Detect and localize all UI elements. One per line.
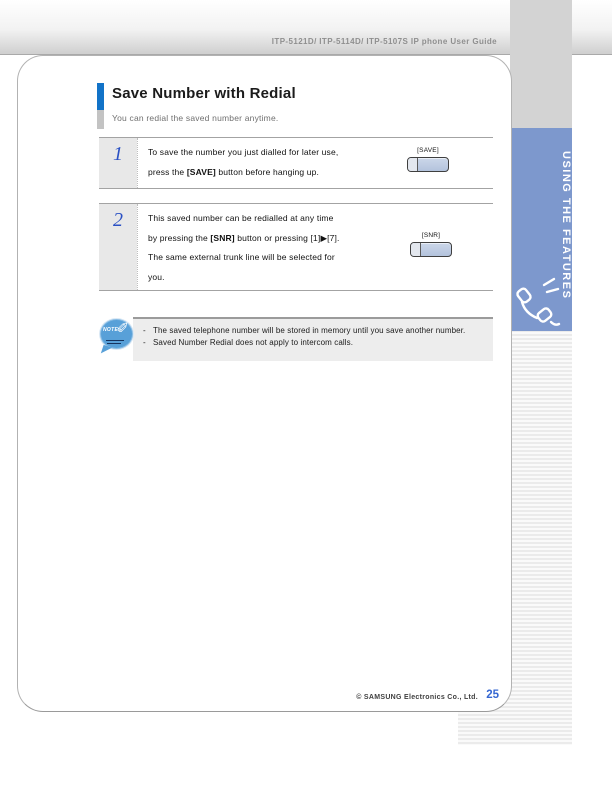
phone-handset-icon: [513, 276, 563, 335]
step-text-line: by pressing the [SNR] button or pressing [1]▶[7].: [148, 232, 340, 243]
note-text: Saved Number Redial does not apply to intercom calls.: [153, 337, 354, 347]
key-label: [SNR]: [421, 232, 441, 239]
step-text-line: you.: [148, 271, 165, 282]
note-text: The saved telephone number will be stored in memory until you save another number.: [153, 326, 466, 335]
note-bullet: -: [143, 337, 146, 347]
title-accent-bar: [97, 83, 104, 110]
step-number: 2: [99, 204, 137, 290]
page-number: 25: [486, 689, 499, 701]
step-text-line: To save the number you just dialled for later use,: [148, 147, 339, 157]
step-text-line: This saved number can be redialled at any time: [148, 213, 334, 223]
phone-key-icon: [410, 242, 452, 257]
sidebar-tab-label: USING THE FEATURES: [560, 150, 572, 300]
key-label: [SAVE]: [417, 147, 439, 154]
page-title: Save Number with Redial: [112, 85, 296, 102]
note-bubble-tail: [101, 345, 112, 356]
note-box: [133, 317, 493, 361]
step-text-line: The same external trunk line will be selected for: [148, 252, 335, 262]
snr-key: [408, 232, 454, 257]
step-number: 1: [99, 138, 137, 188]
note-underline: [107, 343, 121, 344]
gray-column: [510, 0, 572, 130]
note-underline: [106, 340, 124, 341]
sidebar-tab-using-the-features: [510, 128, 572, 331]
note-item: [142, 337, 477, 349]
subtitle-accent-bar: [97, 110, 104, 129]
note-icon: [100, 319, 132, 349]
pencil-icon: ✎: [115, 320, 133, 334]
guide-title: ITP-5121D/ ITP-5114D/ ITP-5107S IP phone User Guide: [271, 37, 497, 46]
note-label: NOTE: [103, 327, 119, 333]
step-text-line: press the [SAVE] button before hanging up.: [148, 166, 320, 177]
note-bullet: -: [143, 326, 146, 335]
footer-copyright: © SAMSUNG Electronics Co., Ltd.: [356, 694, 478, 701]
page: [17, 55, 512, 712]
phone-key-icon: [407, 157, 449, 172]
page-subtitle: You can redial the saved number anytime.: [112, 113, 279, 123]
note-item: [142, 325, 477, 337]
save-key: [405, 147, 451, 172]
